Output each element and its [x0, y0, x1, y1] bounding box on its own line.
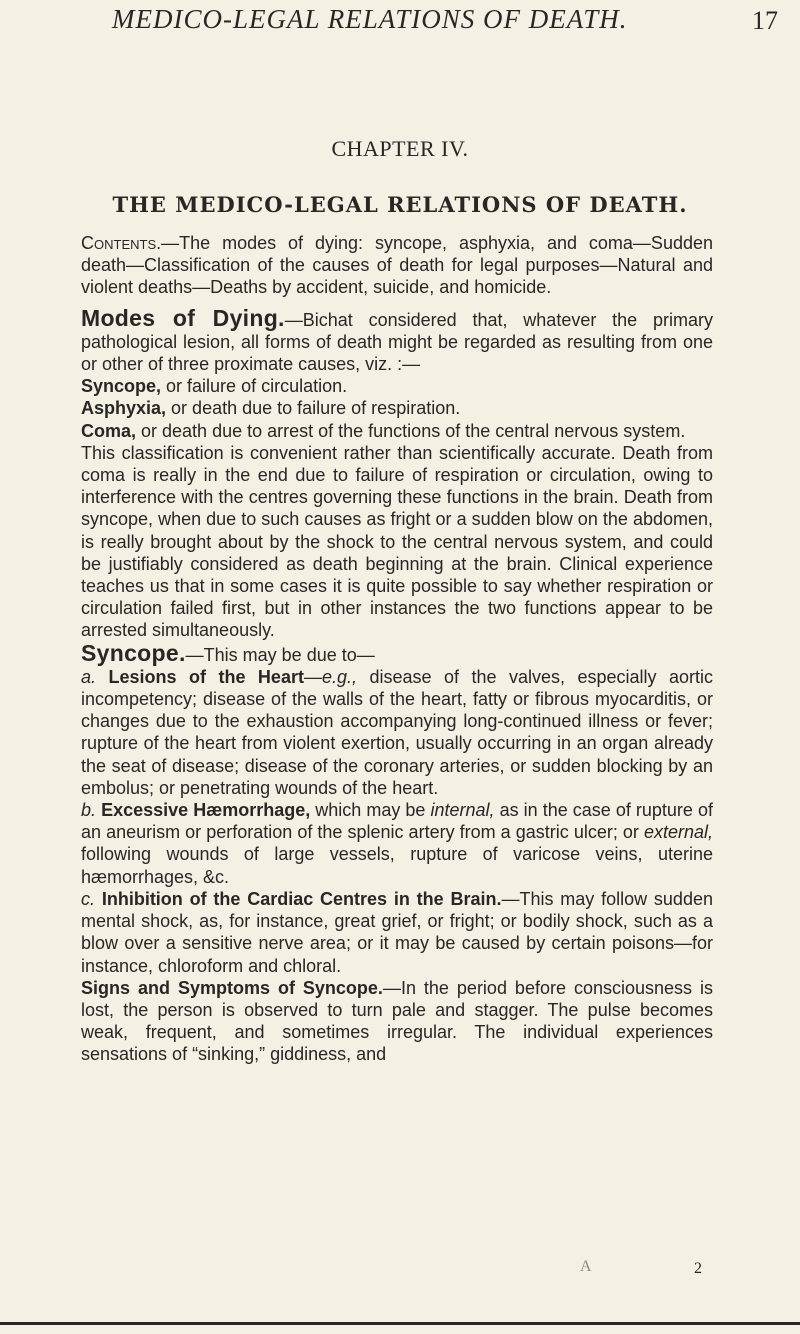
classification-paragraph: This classification is convenient rather than scientifically accurate. Death from coma is really in the end due to failure of respiration or circulation, owing to interference with the centres governing these functions in the brain. Death from syncope, when due to such causes as fright or a sudden blow on the abdomen, is really brought about by the shock to the central nervous system, and could be justifiably considered as death beginning at the brain. Clinical experience teaches us that in some cases it is quite possible to say whether respiration or circulation failed first, but in other instances the two functions appear to be arrested simultaneously.	[81, 442, 713, 641]
contents-lead: Contents.	[81, 233, 162, 253]
modes-text: —Bichat considered that, whatever the primary pathological lesion, all forms of death might be regarded as resulting from one or other of three proximate causes, viz. :—	[81, 309, 713, 375]
modes-heading: Modes of Dying.	[81, 304, 285, 331]
cause-text: or failure of circulation.	[161, 376, 348, 397]
cause-text: or death due to arrest of the functions of the central nervous system.	[136, 420, 686, 441]
page-number: 17	[752, 6, 778, 35]
contents-text: —The modes of dying: syncope, asphyxia, and coma—Sudden death—Classification of the causes of death for legal purposes—Natural and violent deaths—Deaths by accident, suicide, and homicide.	[81, 233, 713, 298]
cause-asphyxia	[81, 397, 713, 419]
item-external: external,	[643, 822, 713, 843]
item-text: which may be	[310, 800, 431, 821]
signs-term: Signs and Symptoms of Syncope.	[81, 977, 383, 998]
item-text: disease of the valves, especially aortic incompetency; disease of the walls of the heart, fatty or fibrous myocarditis, or changes due to the exhaustion accompanying long-continued illness or fever; rupture of the heart from violent exertion, usually occurring in an organ already the seat of disease; disease of the coronary arteries, or sudden blocking by an embolus; or penetrating wounds of the heart.	[81, 666, 713, 798]
syncope-heading: Syncope.	[81, 639, 186, 666]
syncope-paragraph	[81, 639, 713, 666]
item-eg: —e.g.,	[303, 666, 357, 687]
item-term: Lesions of the Heart	[108, 666, 304, 687]
item-text: —This may follow sudden mental shock, as, for instance, great grief, or fright; or bodily shock, such as a blow over a sensitive nerve area; or it may be caused by certain poisons—for instance, chloroform and chloral.	[81, 888, 713, 976]
cause-term: Coma,	[81, 420, 137, 441]
running-head-title: MEDICO-LEGAL RELATIONS OF DEATH.	[112, 4, 628, 34]
syncope-text: —This may be due to—	[185, 644, 375, 665]
item-letter: c.	[81, 888, 96, 909]
running-head	[0, 2, 800, 72]
bottom-rule	[0, 1322, 800, 1325]
item-term: Inhibition of the Cardiac Centres in the Brain.	[101, 888, 502, 909]
signs-text: —In the period before consciousness is lost, the person is observed to turn pale and stagger. The pulse becomes weak, frequent, and sometimes irregular. The individual experiences sensations of “sinking,” giddiness, and	[81, 977, 713, 1065]
signature-mark: A	[580, 1258, 592, 1275]
body-text	[81, 232, 713, 1066]
cause-coma	[81, 420, 713, 442]
chapter-heading: CHAPTER IV.	[331, 136, 469, 161]
section-title: THE MEDICO-LEGAL RELATIONS OF DEATH.	[112, 192, 688, 217]
item-letter: b.	[81, 800, 97, 821]
cause-term: Syncope,	[81, 376, 162, 397]
cause-term: Asphyxia,	[81, 398, 167, 419]
item-text: following wounds of large vessels, rupture of varicose veins, uterine hæmorrhages, &c.	[81, 844, 713, 887]
item-c	[81, 888, 713, 977]
item-term: Excessive Hæmorrhage,	[101, 800, 311, 821]
signs-paragraph	[81, 977, 713, 1066]
modes-paragraph	[81, 304, 713, 376]
contents-paragraph	[81, 232, 713, 299]
cause-text: or death due to failure of respiration.	[166, 398, 461, 419]
item-letter: a.	[81, 666, 97, 687]
item-a	[81, 666, 713, 799]
folio-number: 2	[694, 1260, 702, 1277]
item-text: as in the case of rupture of an aneurism or perforation of the splenic artery from a gastric ulcer; or	[81, 800, 713, 843]
item-b	[81, 799, 713, 888]
cause-syncope	[81, 375, 713, 397]
item-internal: internal,	[430, 800, 495, 821]
